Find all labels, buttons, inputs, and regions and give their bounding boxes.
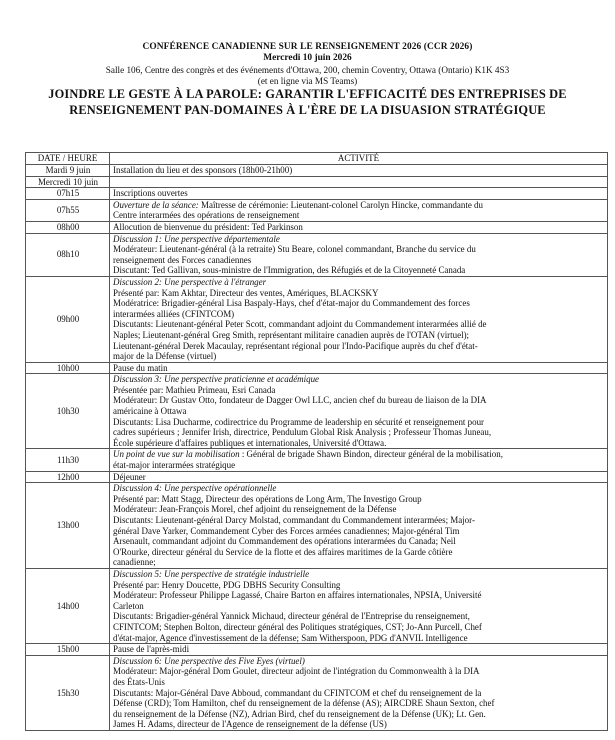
activity-line — [113, 330, 605, 341]
activity-text: Centre interarmées des opérations de renseignement — [113, 210, 300, 221]
activity-text: Maîtresse de cérémonie: Lieutenant-colonel Carolyn Hincke, commandante du — [198, 199, 483, 210]
activity-line — [113, 406, 605, 417]
activity-text: École supérieure d'affaires publiques et internationales, Université d'Ottawa. — [113, 437, 387, 448]
time-cell: 15h30 — [26, 655, 110, 730]
table-row — [26, 221, 608, 233]
table-row — [26, 483, 608, 569]
activity-text: Défense (CRD); Tom Hamilton, chef du renseignement de la défense (AS); AIRCDRE Shaun Sexton, chef — [113, 698, 495, 709]
activity-line — [113, 244, 605, 255]
activity-line — [113, 472, 605, 483]
table-row — [26, 568, 608, 643]
activity-line — [113, 611, 605, 622]
schedule-body — [26, 165, 608, 731]
activity-line — [113, 427, 605, 438]
activity-text: Lieutenant-général Derek Macaulay, représentant régional pour l'Indo-Pacifique auprès du chef d'état- — [113, 340, 478, 351]
discussion-heading: Discussion 5: Une perspective de stratégie industrielle — [113, 568, 310, 579]
table-row — [26, 655, 608, 730]
time-cell: 10h30 — [26, 374, 110, 449]
time-cell: 10h00 — [26, 362, 110, 374]
activity-line — [113, 666, 605, 677]
discussion-heading: Discussion 6: Une perspective des Five Eyes (virtuel) — [113, 655, 305, 666]
activity-italic-label: Un point de vue sur la mobilisation — [113, 449, 240, 460]
activity-text: d'état-major, Agence d'investissement de la défense; Sam Witherspoon, PDG d'ANVIL Intelligence — [113, 632, 468, 643]
header — [0, 0, 615, 117]
activity-text: Discutants: Lieutenant-général Peter Scott, commandant adjoint du Commandement interarmées allié de — [113, 319, 487, 330]
activity-line — [113, 633, 605, 644]
table-row — [26, 471, 608, 483]
activity-line — [113, 341, 605, 352]
activity-line — [113, 504, 605, 515]
activity-text: cadres supérieurs ; Jennifer Irish, directrice, Pendulum Global Risk Analysis ; Professeur Thomas Juneau, — [113, 427, 492, 438]
table-row — [26, 165, 608, 177]
table-row — [26, 362, 608, 374]
column-header-activity: ACTIVITÉ — [110, 153, 608, 165]
time-cell: Mardi 9 juin — [26, 165, 110, 177]
activity-line — [113, 622, 605, 633]
discussion-heading: Discussion 4: Une perspective opérationnelle — [113, 483, 277, 494]
activity-text: Modérateur: Lieutenant-général (à la retraite) Stu Beare, colonel commandant, Branche du service du — [113, 244, 476, 255]
activity-line — [113, 319, 605, 330]
activity-cell — [110, 568, 608, 643]
activity-text: Présenté par: Matt Stagg, Directeur des opérations de Long Arm, The Investigo Group — [113, 493, 422, 504]
activity-cell — [110, 644, 608, 656]
title-line-1: JOINDRE LE GESTE À LA PAROLE: GARANTIR L'EFFICACITÉ DES ENTREPRISES DE — [48, 87, 567, 101]
column-header-time: DATE / HEURE — [26, 153, 110, 165]
activity-text: renseignement des Forces canadiennes — [113, 254, 252, 265]
activity-text: James H. Adams, directeur de l'Agence de renseignement de la défense (US) — [113, 719, 387, 730]
table-row — [26, 374, 608, 449]
table-row — [26, 199, 608, 221]
activity-line — [113, 210, 605, 221]
activity-line — [113, 395, 605, 406]
activity-text: Inscriptions ouvertes — [113, 188, 188, 199]
time-cell: 08h10 — [26, 233, 110, 276]
activity-cell — [110, 221, 608, 233]
activity-line — [113, 688, 605, 699]
activity-line — [113, 265, 605, 276]
activity-line — [113, 298, 605, 309]
activity-line — [113, 644, 605, 655]
table-header-row — [26, 153, 608, 165]
activity-italic-label: Ouverture de la séance: — [113, 199, 199, 210]
title-line-2: RENSEIGNEMENT PAN-DOMAINES À L'ÈRE DE LA DISUASION STRATÉGIQUE — [69, 102, 546, 117]
activity-line — [113, 526, 605, 537]
time-cell: 07h55 — [26, 199, 110, 221]
activity-line — [113, 709, 605, 720]
activity-cell — [110, 233, 608, 276]
activity-line — [113, 438, 605, 449]
activity-text: des États-Unis — [113, 676, 165, 687]
activity-text: Présenté par: Henry Doucette, PDG DBHS Security Consulting — [113, 579, 341, 590]
activity-text: O'Rourke, directeur général du Service de la flotte et des affaires maritimes de la Garde côtière — [113, 546, 453, 557]
discussion-heading: Discussion 3: Une perspective praticienne et académique — [113, 374, 319, 385]
activity-text: major de la Défense (virtuel) — [113, 351, 217, 362]
activity-text: Pause du matin — [113, 362, 168, 373]
activity-line — [113, 698, 605, 709]
activity-cell — [110, 362, 608, 374]
activity-text: général Dave Yarker, Commandement Cyber des Forces armées canadiennes; Major-général Tim — [113, 525, 460, 536]
activity-text: Modératrice: Brigadier-général Lisa Baspaly-Hays, chef d'état-major du Commandement des forces — [113, 298, 470, 309]
activity-line — [113, 188, 605, 199]
activity-text: Modérateur: Professeur Philippe Lagassé, Chaire Barton en affaires internationales, NPSIA, Université — [113, 590, 482, 601]
activity-line — [113, 580, 605, 591]
activity-line — [113, 417, 605, 428]
time-cell: 11h30 — [26, 449, 110, 471]
activity-line — [113, 288, 605, 299]
time-cell: 14h00 — [26, 568, 110, 643]
activity-text: interarmées alliées (CFINTCOM) — [113, 308, 235, 319]
activity-line — [113, 547, 605, 558]
activity-text: Pause de l'après-midi — [113, 644, 190, 655]
activity-text: Discutants: Lieutenant-général Darcy Molstad, commandant du Commandement interarmées; Major- — [113, 515, 475, 525]
table-row — [26, 233, 608, 276]
activity-text: Présentée par: Mathieu Primeau, Esri Canada — [113, 384, 276, 395]
activity-text: Modérateur: Dr Gustav Otto, fondateur de Dagger Owl LLC, ancien chef du bureau de liaison de la DIA — [113, 395, 487, 406]
activity-text: Présenté par: Kam Akhtar, Directeur des ventes, Amériques, BLACKSKY — [113, 287, 379, 298]
time-cell: 09h00 — [26, 276, 110, 362]
activity-text: CFINTCOM; Stephen Bolton, directeur général des Politiques stratégiques, CST; Jo-Ann Purcell, Chef — [113, 621, 482, 632]
activity-cell — [110, 199, 608, 221]
time-cell: 08h00 — [26, 221, 110, 233]
activity-line — [113, 200, 605, 211]
activity-cell — [110, 655, 608, 730]
activity-text: Déjeuner — [113, 471, 146, 482]
table-row — [26, 644, 608, 656]
activity-line — [113, 460, 605, 471]
activity-line — [113, 222, 605, 233]
activity-text: canadienne; — [113, 557, 156, 568]
activity-text: état-major interarmées stratégique — [113, 460, 236, 471]
activity-line — [113, 165, 605, 176]
activity-text: Allocution de bienvenue du président: Ted Parkinson — [113, 221, 303, 232]
activity-cell — [110, 165, 608, 177]
activity-text: Discutant: Ted Gallivan, sous-ministre de l'Immigration, des Réfugiés et de la Citoyenneté Canada — [113, 265, 466, 276]
table-row — [26, 188, 608, 200]
activity-text: Modérateur: Jean-François Morel, chef adjoint du renseignement de la Défense — [113, 504, 397, 515]
activity-cell — [110, 471, 608, 483]
activity-line — [113, 309, 605, 320]
activity-line — [113, 536, 605, 547]
activity-text: Discutants: Major-Général Dave Abboud, commandant du CFINTCOM et chef du renseignement de la — [113, 687, 482, 698]
activity-text: : Général de brigade Shawn Bindon, directeur général de la mobilisation, — [239, 449, 503, 460]
discussion-heading: Discussion 1: Une perspective départementale — [113, 233, 280, 244]
activity-text: Arsenault, commandant adjoint du Commandement des opérations interarmées du Canada; Neil — [113, 536, 456, 547]
time-cell: 15h00 — [26, 644, 110, 656]
activity-text: Discutants: Lisa Ducharme, codirectrice du Programme de leadership en sécurité et renseignement pour — [113, 416, 485, 427]
activity-line — [113, 351, 605, 362]
activity-cell — [110, 276, 608, 362]
activity-line — [113, 557, 605, 568]
time-cell: 07h15 — [26, 188, 110, 200]
activity-line — [113, 449, 605, 460]
conference-name: CONFÉRENCE CANADIENNE SUR LE RENSEIGNEMENT 2026 (CCR 2026) — [142, 42, 473, 52]
activity-text: Naples; Lieutenant-général Greg Smith, représentant militaire canadien auprès de l'OTAN (virtuel); — [113, 329, 470, 340]
activity-text: Modérateur: Major-général Dom Goulet, directeur adjoint de l'intégration du Commonwealth à la DIA — [113, 666, 480, 677]
activity-cell — [110, 483, 608, 569]
activity-line — [113, 515, 605, 526]
conference-date: Mercredi 10 juin 2026 — [263, 53, 352, 63]
activity-line — [113, 677, 605, 688]
activity-line — [113, 255, 605, 266]
activity-text: américaine à Ottawa — [113, 406, 187, 417]
table-row — [26, 276, 608, 362]
venue: Salle 106, Centre des congrès et des événements d'Ottawa, 200, chemin Coventry, Ottawa (Ontario) K1K 4S3 — [105, 65, 510, 75]
activity-cell — [110, 188, 608, 200]
activity-text: Discutants: Brigadier-général Yannick Michaud, directeur général de l'Entreprise du renseignement, — [113, 611, 470, 622]
online-note: (et en ligne via MS Teams) — [257, 76, 358, 86]
activity-cell — [110, 374, 608, 449]
table-row — [26, 449, 608, 471]
activity-line — [113, 719, 605, 730]
activity-text: du renseignement de la Défense (NZ), Adrian Bird, chef du renseignement de la Défense (UK); Lt. Gen. — [113, 708, 486, 719]
activity-line — [113, 590, 605, 601]
schedule-table — [25, 152, 608, 731]
activity-line — [113, 363, 605, 374]
discussion-heading: Discussion 2: Une perspective à l'étranger — [113, 276, 267, 287]
activity-line — [113, 177, 605, 188]
activity-text: Installation du lieu et des sponsors (18h00-21h00) — [113, 165, 293, 175]
activity-cell — [110, 449, 608, 471]
time-cell: Mercredi 10 juin — [26, 176, 110, 188]
activity-cell — [110, 176, 608, 188]
time-cell: 13h00 — [26, 483, 110, 569]
activity-text: Carleton — [113, 600, 144, 611]
activity-line — [113, 385, 605, 396]
activity-line — [113, 601, 605, 612]
table-row — [26, 176, 608, 188]
activity-line — [113, 494, 605, 505]
time-cell: 12h00 — [26, 471, 110, 483]
